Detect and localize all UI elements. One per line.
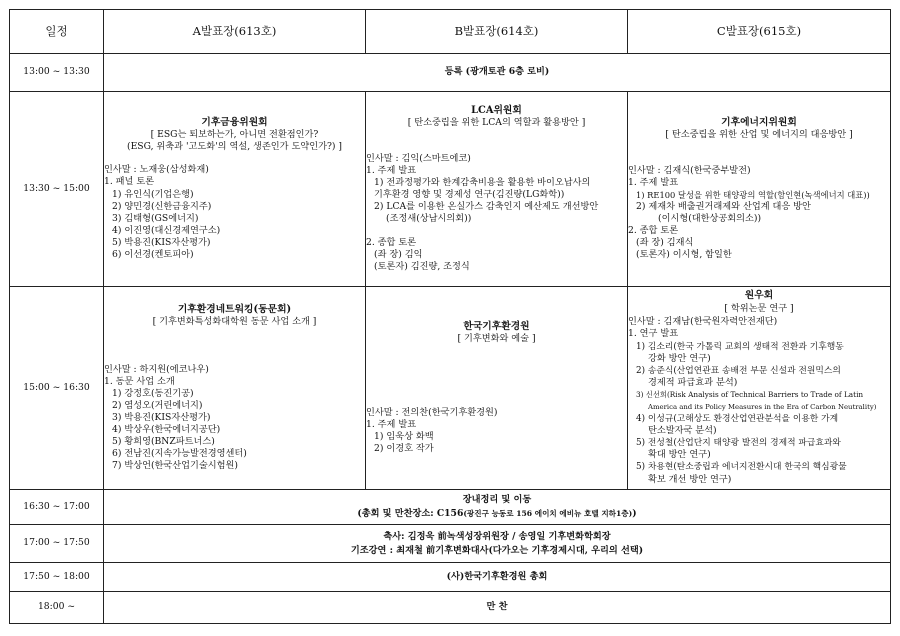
session-title: 기후환경네트워킹(동문회) [177,303,292,315]
session2-hall-b [366,287,628,490]
section-heading: 1. 주제 발표 [366,418,417,430]
greeting: 인사말 : 김익(스마트에코) [366,152,471,164]
list-item: 5) 전성철(산업단지 태양광 발전의 경제적 파급효과와 [636,438,841,449]
dinner-row [10,592,891,624]
list-item: 4) 이진영(대신경제연구소) [112,224,221,236]
keynote-line: 기조강연 : 최재철 前기후변화대사(다가오는 기후경제시대, 우리의 선택) [350,544,644,556]
section-heading: 1. 연구 발표 [628,328,679,340]
list-item: 확보 개선 방안 연구) [648,473,732,485]
session-subtitle: [ 탄소중립을 위한 LCA의 역할과 활용방안 ] [407,117,586,129]
header-hall-c: C발표장(615호) [628,10,891,54]
session2-hall-c [628,287,891,490]
list-item: 1) 전과정평가와 한계감축비용을 활용한 바이오납사의 [374,176,591,188]
congrats-row [10,525,891,563]
section-heading: 2. 종합 토론 [628,225,679,237]
congrats-line1: 축사: 김정욱 前녹색성장위원장 / 송영일 기후변화학회장 [383,530,611,542]
list-item: 강화 방안 연구) [648,352,711,364]
list-item: 5) 박용진(KIS자산평가) [112,236,211,248]
list-item: 4) 이성규(고해상도 환경산업연관분석을 이용한 가계 [636,414,839,425]
list-item: 2) 양민경(신한금융지주) [112,200,212,212]
moving-line1: 장내정리 및 이동 [462,494,532,505]
venue-address: (광진구 능동로 156 에이치 에비뉴 호텔 지하1층) [463,509,633,518]
venue-label: (총회 및 만찬장소: C156 [357,508,464,519]
greeting: 인사말 : 노재웅(삼성화재) [104,164,209,176]
venue-close: ) [632,508,637,519]
header-row [10,10,891,54]
panel: (토론자) 김진량, 조정식 [374,261,470,273]
list-item: 6) 이선경(켄토피아) [112,249,194,261]
session-title: LCA위원회 [471,104,522,116]
list-item: 2) 제재차 배출권거래제와 산업계 대응 방안 [636,200,811,212]
list-item: (이시형(대한상공회의소)) [658,213,762,224]
time-cell: 16:30 ~ 17:00 [10,490,104,525]
session-title: 기후에너지위원회 [721,116,797,128]
registration-text: 등록 (광개토관 6층 로비) [104,54,891,92]
session-subtitle: [ 학위논문 연구 ] [724,302,794,314]
time-cell: 13:30 ~ 15:00 [10,92,104,287]
list-item: 2) 송준식(산업연관표 송배전 부문 신설과 전원믹스의 [636,365,841,376]
section-heading: 2. 종합 토론 [366,237,417,249]
list-item: 1) 강정호(동진기공) [112,387,194,399]
time-cell: 18:00 ~ [10,592,104,624]
session-subtitle: [ 기후변화특성화대학원 동문 사업 소개 ] [152,316,317,328]
dinner-text: 만 찬 [104,592,891,624]
chair: (좌 장) 김익 [374,249,423,261]
list-item: 확대 방안 연구) [648,449,711,461]
list-item: 6) 전남진(지속가능발전경영센터) [112,448,247,460]
session1-hall-c [628,92,891,287]
list-item: 경제적 파급효과 분석) [648,376,738,388]
general-meeting-row [10,563,891,592]
moving-line2 [104,507,890,521]
general-meeting-text: (사)한국기후환경원 총회 [104,563,891,592]
list-item: 4) 박상우(한국에너지공단) [112,424,221,436]
session-subtitle: [ 기후변화와 예술 ] [457,333,536,345]
session-title: 한국기후환경원 [463,320,530,332]
list-item: 7) 박상언(한국산업기술시험원) [112,460,239,472]
registration-row [10,54,891,92]
moving-info [104,490,891,525]
time-cell: 13:00 ~ 13:30 [10,54,104,92]
header-time: 일정 [10,10,104,54]
schedule-table [9,9,891,624]
section-heading: 1. 동문 사업 소개 [104,375,175,387]
greeting: 인사말 : 김재남(한국원자력안전재단) [628,316,778,328]
time-cell: 17:50 ~ 18:00 [10,563,104,592]
list-item: 2) 염성오(거린에너지) [112,399,203,411]
session-subtitle: [ ESG는 퇴보하는가, 아니면 전환점인가? [150,129,319,141]
chair: (좌 장) 김재식 [636,237,694,249]
list-item: 2) 이경호 작가 [374,443,434,455]
list-item: 1) RE100 달성을 위한 태양광의 역할(함인현(녹색에너지 대표)) [636,189,870,200]
list-item: 1) 김소리(한국 가톨릭 교회의 생태적 전환과 기후행동 [636,341,844,352]
list-item: 5) 차용현(탄소중립과 에너지전환시대 한국의 핵심광물 [636,462,847,473]
session-title: 기후금융위원회 [201,116,268,128]
header-hall-b: B발표장(614호) [366,10,628,54]
list-item: (조정새(상남시의회)) [386,213,472,225]
list-item: 5) 황희영(BNZ파트너스) [112,436,215,448]
session2-row [10,287,891,490]
header-hall-a: A발표장(613호) [104,10,366,54]
session1-hall-b [366,92,628,287]
session-title: 원우회 [744,290,774,302]
list-item: 1) 유인식(기업은행) [112,188,194,200]
greeting: 인사말 : 하지원(에코나우) [104,363,209,375]
session1-hall-a [104,92,366,287]
section-heading: 1. 주제 발표 [366,164,417,176]
list-item: 3) 박용진(KIS자산평가) [112,411,211,423]
greeting: 인사말 : 김재식(한국중부발전) [628,164,751,176]
session-subtitle: (ESG, 위축과 '고도화'의 역설, 생존인가 도약인가?) ] [127,140,342,152]
time-cell: 17:00 ~ 17:50 [10,525,104,563]
session2-hall-a [104,287,366,490]
list-item: 3) 김태형(GS에너지) [112,212,199,224]
list-item: 2) LCA를 이용한 온실가스 감축인지 예산제도 개선방안 [374,200,599,212]
section-heading: 1. 주제 발표 [628,176,679,188]
list-item: 3) 신선희(Risk Analysis of Technical Barriers to Trade of Latin [636,389,864,399]
list-item: 기후환경 영향 및 경제성 연구(김진량(LG화학)) [374,188,565,200]
greeting: 인사말 : 전의찬(한국기후환경원) [366,406,498,418]
session-subtitle: [ 탄소중립을 위한 산업 및 에너지의 대응방안 ] [665,129,853,141]
panel: (토론자) 이시형, 함일한 [636,249,732,261]
section-heading: 1. 패널 토론 [104,176,155,188]
congrats-info [104,525,891,563]
session1-row [10,92,891,287]
list-item: 1) 임욱상 화백 [374,431,434,442]
list-item: America and its Policy Measures in the Era of Carbon Neutrality) [648,403,877,411]
moving-row [10,490,891,525]
list-item: 탄소발자국 분석) [648,425,717,437]
time-cell: 15:00 ~ 16:30 [10,287,104,490]
